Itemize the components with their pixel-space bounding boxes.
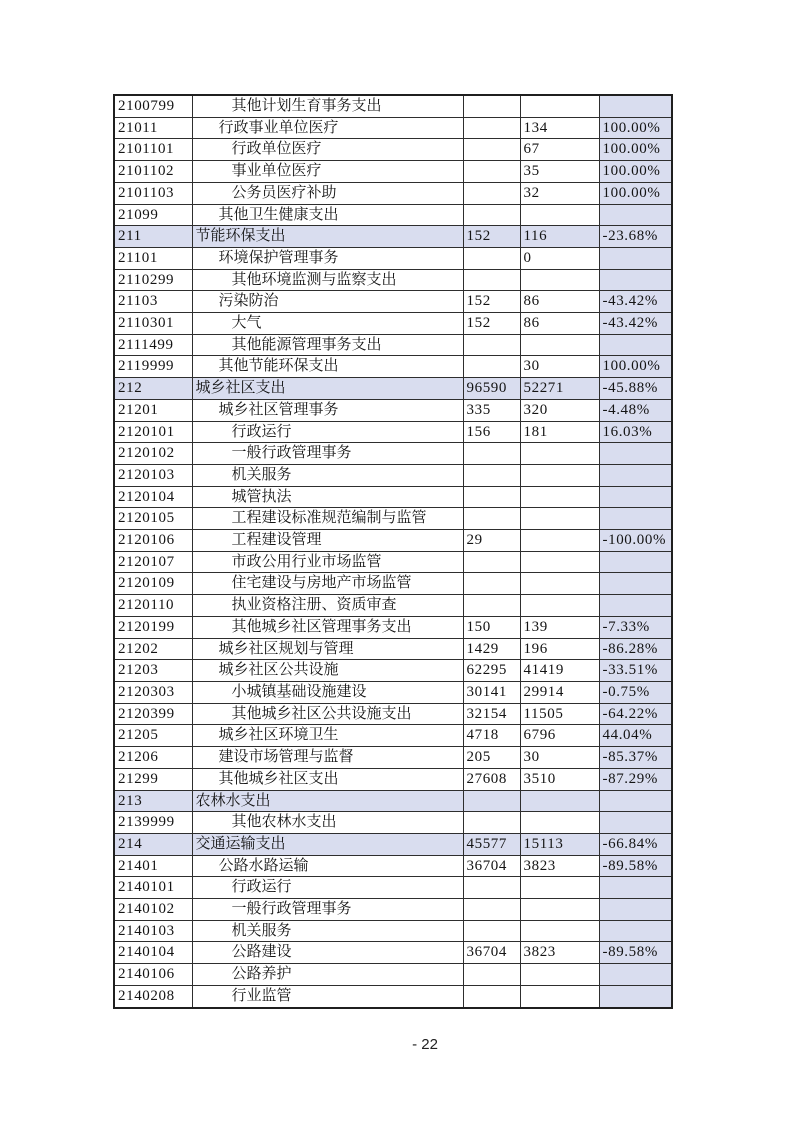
actual-value-cell: 41419 [520,660,599,682]
budget-value-cell: 205 [463,747,520,769]
budget-value-cell [463,790,520,812]
table-row [114,964,672,986]
item-name-cell: 污染防治 [192,291,463,313]
budget-value-cell: 1429 [463,638,520,660]
actual-value-cell [520,920,599,942]
budget-value-cell [463,356,520,378]
actual-value-cell: 181 [520,421,599,443]
code-cell: 21203 [114,660,192,682]
actual-value-cell: 86 [520,291,599,313]
pct-change-cell: 100.00% [599,139,672,161]
table-row [114,421,672,443]
item-name-cell: 城乡社区管理事务 [192,399,463,421]
code-cell: 21099 [114,204,192,226]
table-row [114,768,672,790]
code-cell: 2120110 [114,595,192,617]
code-cell: 2111499 [114,334,192,356]
table-row [114,334,672,356]
pct-change-cell: -45.88% [599,378,672,400]
pct-change-cell [599,877,672,899]
budget-value-cell [463,595,520,617]
pct-change-cell: 100.00% [599,182,672,204]
budget-value-cell: 152 [463,313,520,335]
item-name-cell: 其他城乡社区公共设施支出 [192,703,463,725]
pct-change-cell: -33.51% [599,660,672,682]
budget-value-cell: 156 [463,421,520,443]
item-name-cell: 市政公用行业市场监管 [192,551,463,573]
actual-value-cell [520,95,599,117]
budget-value-cell [463,269,520,291]
item-name-cell: 其他能源管理事务支出 [192,334,463,356]
budget-value-cell: 29 [463,530,520,552]
item-name-cell: 公路水路运输 [192,855,463,877]
pct-change-cell: 100.00% [599,117,672,139]
pct-change-cell: -100.00% [599,530,672,552]
table-row [114,681,672,703]
table-row [114,399,672,421]
actual-value-cell: 32 [520,182,599,204]
pct-change-cell [599,443,672,465]
table-row [114,508,672,530]
budget-value-cell: 150 [463,616,520,638]
budget-value-cell [463,920,520,942]
actual-value-cell: 3823 [520,942,599,964]
budget-value-cell [463,139,520,161]
item-name-cell: 行政单位医疗 [192,139,463,161]
budget-value-cell: 27608 [463,768,520,790]
actual-value-cell: 86 [520,313,599,335]
budget-value-cell [463,486,520,508]
actual-value-cell [520,464,599,486]
table-row [114,95,672,117]
pct-change-cell: 44.04% [599,725,672,747]
item-name-cell: 农林水支出 [192,790,463,812]
table-row [114,139,672,161]
actual-value-cell [520,334,599,356]
table-row [114,920,672,942]
code-cell: 2120101 [114,421,192,443]
pct-change-cell [599,595,672,617]
item-name-cell: 一般行政管理事务 [192,899,463,921]
table-row [114,660,672,682]
code-cell: 2140104 [114,942,192,964]
pct-change-cell: -89.58% [599,942,672,964]
pct-change-cell [599,464,672,486]
budget-value-cell [463,247,520,269]
pct-change-cell: 100.00% [599,356,672,378]
code-cell: 2120105 [114,508,192,530]
code-cell: 2140208 [114,985,192,1007]
pct-change-cell: -0.75% [599,681,672,703]
code-cell: 2120102 [114,443,192,465]
item-name-cell: 小城镇基础设施建设 [192,681,463,703]
item-name-cell: 建设市场管理与监督 [192,747,463,769]
code-cell: 21011 [114,117,192,139]
item-name-cell: 其他农林水支出 [192,812,463,834]
item-name-cell: 城管执法 [192,486,463,508]
actual-value-cell [520,812,599,834]
actual-value-cell: 320 [520,399,599,421]
table-row [114,638,672,660]
pct-change-cell [599,508,672,530]
table-row [114,747,672,769]
pct-change-cell: -85.37% [599,747,672,769]
actual-value-cell: 139 [520,616,599,638]
table-row [114,725,672,747]
budget-value-cell [463,464,520,486]
actual-value-cell [520,204,599,226]
pct-change-cell: -7.33% [599,616,672,638]
item-name-cell: 城乡社区支出 [192,378,463,400]
budget-value-cell [463,334,520,356]
pct-change-cell [599,486,672,508]
code-cell: 2140103 [114,920,192,942]
code-cell: 2120107 [114,551,192,573]
code-cell: 2120109 [114,573,192,595]
table-row [114,595,672,617]
actual-value-cell: 6796 [520,725,599,747]
budget-value-cell: 32154 [463,703,520,725]
pct-change-cell [599,334,672,356]
pct-change-cell: -66.84% [599,833,672,855]
table-row [114,551,672,573]
table-row [114,942,672,964]
pct-change-cell: 100.00% [599,161,672,183]
code-cell: 21101 [114,247,192,269]
pct-change-cell: -43.42% [599,313,672,335]
table-row [114,833,672,855]
code-cell: 21201 [114,399,192,421]
budget-value-cell [463,551,520,573]
actual-value-cell [520,551,599,573]
pct-change-cell: -89.58% [599,855,672,877]
actual-value-cell: 30 [520,747,599,769]
code-cell: 21205 [114,725,192,747]
code-cell: 2139999 [114,812,192,834]
table-row [114,530,672,552]
actual-value-cell: 30 [520,356,599,378]
actual-value-cell [520,508,599,530]
pct-change-cell [599,95,672,117]
item-name-cell: 机关服务 [192,920,463,942]
budget-value-cell: 36704 [463,855,520,877]
code-cell: 2120103 [114,464,192,486]
table-row [114,877,672,899]
budget-value-cell: 96590 [463,378,520,400]
item-name-cell: 其他城乡社区管理事务支出 [192,616,463,638]
pct-change-cell [599,812,672,834]
item-name-cell: 行政运行 [192,877,463,899]
code-cell: 2110299 [114,269,192,291]
item-name-cell: 城乡社区规划与管理 [192,638,463,660]
budget-value-cell [463,117,520,139]
table-row [114,616,672,638]
actual-value-cell [520,443,599,465]
code-cell: 2100799 [114,95,192,117]
budget-value-cell [463,508,520,530]
actual-value-cell: 11505 [520,703,599,725]
pct-change-cell [599,899,672,921]
table-row [114,247,672,269]
actual-value-cell: 52271 [520,378,599,400]
budget-table [113,94,673,1009]
item-name-cell: 其他城乡社区支出 [192,768,463,790]
code-cell: 211 [114,226,192,248]
table-row [114,291,672,313]
item-name-cell: 事业单位医疗 [192,161,463,183]
budget-value-cell [463,877,520,899]
actual-value-cell [520,790,599,812]
budget-value-cell: 30141 [463,681,520,703]
budget-value-cell [463,95,520,117]
budget-value-cell: 62295 [463,660,520,682]
budget-value-cell: 152 [463,291,520,313]
item-name-cell: 工程建设标准规范编制与监管 [192,508,463,530]
budget-table-body [114,95,672,1008]
code-cell: 212 [114,378,192,400]
budget-value-cell: 4718 [463,725,520,747]
code-cell: 2120106 [114,530,192,552]
item-name-cell: 其他节能环保支出 [192,356,463,378]
item-name-cell: 城乡社区公共设施 [192,660,463,682]
budget-value-cell [463,573,520,595]
pct-change-cell: -4.48% [599,399,672,421]
actual-value-cell [520,595,599,617]
table-row [114,573,672,595]
item-name-cell: 其他环境监测与监察支出 [192,269,463,291]
pct-change-cell: 16.03% [599,421,672,443]
code-cell: 2119999 [114,356,192,378]
pct-change-cell [599,964,672,986]
budget-value-cell: 45577 [463,833,520,855]
item-name-cell: 公路养护 [192,964,463,986]
actual-value-cell: 134 [520,117,599,139]
pct-change-cell: -23.68% [599,226,672,248]
actual-value-cell [520,573,599,595]
budget-value-cell [463,899,520,921]
code-cell: 213 [114,790,192,812]
budget-value-cell [463,443,520,465]
item-name-cell: 公务员医疗补助 [192,182,463,204]
table-row [114,161,672,183]
pct-change-cell [599,269,672,291]
item-name-cell: 大气 [192,313,463,335]
budget-value-cell [463,812,520,834]
actual-value-cell: 67 [520,139,599,161]
code-cell: 2101101 [114,139,192,161]
actual-value-cell: 3823 [520,855,599,877]
pct-change-cell [599,985,672,1007]
pct-change-cell [599,790,672,812]
actual-value-cell: 196 [520,638,599,660]
code-cell: 21299 [114,768,192,790]
table-row [114,790,672,812]
item-name-cell: 节能环保支出 [192,226,463,248]
code-cell: 2101103 [114,182,192,204]
item-name-cell: 行政运行 [192,421,463,443]
table-row [114,226,672,248]
item-name-cell: 行业监管 [192,985,463,1007]
budget-value-cell: 335 [463,399,520,421]
table-row [114,204,672,226]
pct-change-cell: -87.29% [599,768,672,790]
code-cell: 2140102 [114,899,192,921]
budget-value-cell: 36704 [463,942,520,964]
code-cell: 21401 [114,855,192,877]
item-name-cell: 工程建设管理 [192,530,463,552]
table-row [114,443,672,465]
item-name-cell: 一般行政管理事务 [192,443,463,465]
budget-value-cell [463,161,520,183]
table-row [114,812,672,834]
item-name-cell: 交通运输支出 [192,833,463,855]
item-name-cell: 环境保护管理事务 [192,247,463,269]
actual-value-cell: 29914 [520,681,599,703]
budget-value-cell [463,985,520,1007]
code-cell: 2120303 [114,681,192,703]
table-row [114,313,672,335]
actual-value-cell: 116 [520,226,599,248]
item-name-cell: 其他卫生健康支出 [192,204,463,226]
item-name-cell: 其他计划生育事务支出 [192,95,463,117]
actual-value-cell: 15113 [520,833,599,855]
pct-change-cell [599,551,672,573]
table-row [114,356,672,378]
code-cell: 214 [114,833,192,855]
actual-value-cell: 0 [520,247,599,269]
code-cell: 21103 [114,291,192,313]
table-row [114,269,672,291]
table-row [114,182,672,204]
pct-change-cell [599,920,672,942]
table-row [114,486,672,508]
code-cell: 2140106 [114,964,192,986]
actual-value-cell [520,964,599,986]
pct-change-cell [599,204,672,226]
pct-change-cell: -43.42% [599,291,672,313]
item-name-cell: 行政事业单位医疗 [192,117,463,139]
actual-value-cell [520,877,599,899]
table-row [114,378,672,400]
budget-value-cell [463,204,520,226]
table-row [114,899,672,921]
item-name-cell: 城乡社区环境卫生 [192,725,463,747]
code-cell: 21202 [114,638,192,660]
code-cell: 2110301 [114,313,192,335]
actual-value-cell: 35 [520,161,599,183]
code-cell: 2120104 [114,486,192,508]
item-name-cell: 执业资格注册、资质审查 [192,595,463,617]
code-cell: 2140101 [114,877,192,899]
code-cell: 2120399 [114,703,192,725]
table-row [114,117,672,139]
actual-value-cell: 3510 [520,768,599,790]
page-number: - 22 [412,1036,438,1053]
pct-change-cell: -86.28% [599,638,672,660]
actual-value-cell [520,985,599,1007]
actual-value-cell [520,530,599,552]
code-cell: 21206 [114,747,192,769]
item-name-cell: 机关服务 [192,464,463,486]
code-cell: 2101102 [114,161,192,183]
item-name-cell: 公路建设 [192,942,463,964]
pct-change-cell: -64.22% [599,703,672,725]
pct-change-cell [599,573,672,595]
actual-value-cell [520,269,599,291]
actual-value-cell [520,486,599,508]
table-row [114,464,672,486]
table-row [114,855,672,877]
budget-value-cell [463,182,520,204]
budget-value-cell: 152 [463,226,520,248]
pct-change-cell [599,247,672,269]
budget-value-cell [463,964,520,986]
code-cell: 2120199 [114,616,192,638]
table-row [114,985,672,1007]
item-name-cell: 住宅建设与房地产市场监管 [192,573,463,595]
table-row [114,703,672,725]
actual-value-cell [520,899,599,921]
